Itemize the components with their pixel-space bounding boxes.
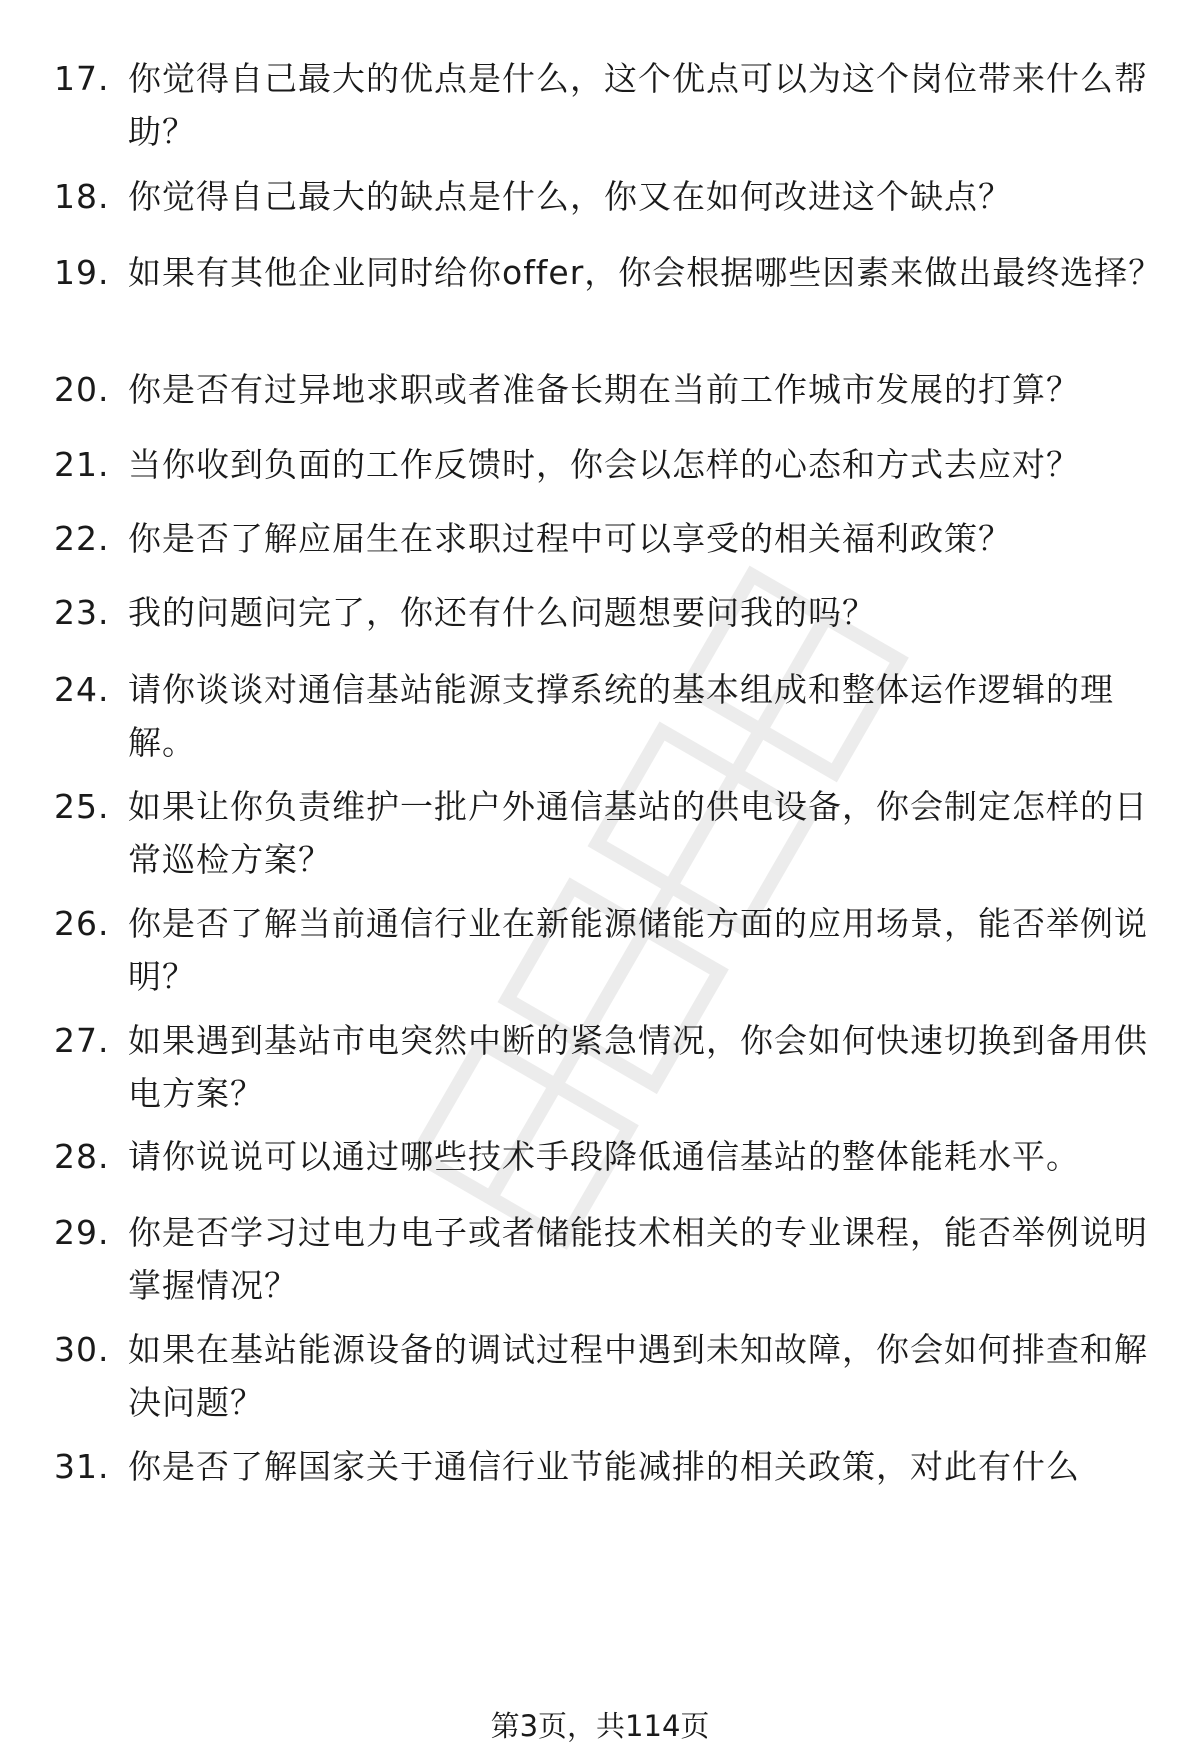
question-text: 你觉得自己最大的缺点是什么，你又在如何改进这个缺点？ (128, 177, 1012, 216)
question-number: 26. (54, 904, 110, 943)
question-text: 你是否了解当前通信行业在新能源储能方面的应用场景，能否举例说明？ (128, 904, 1148, 996)
question-number: 18. (54, 177, 110, 216)
question-text: 请你谈谈对通信基站能源支撑系统的基本组成和整体运作逻辑的理解。 (128, 670, 1114, 762)
question-text: 你是否学习过电力电子或者储能技术相关的专业课程，能否举例说明掌握情况？ (128, 1213, 1148, 1305)
question-number: 30. (54, 1330, 110, 1369)
question-text: 如果在基站能源设备的调试过程中遇到未知故障，你会如何排查和解决问题？ (128, 1330, 1148, 1422)
question-number: 29. (54, 1213, 110, 1252)
question-number: 28. (54, 1137, 110, 1176)
question-text: 你是否有过异地求职或者准备长期在当前工作城市发展的打算？ (128, 370, 1080, 409)
question-text: 你是否了解国家关于通信行业节能减排的相关政策，对此有什么 (128, 1447, 1080, 1486)
question-number: 17. (54, 59, 110, 98)
question-text: 请你说说可以通过哪些技术手段降低通信基站的整体能耗水平。 (128, 1137, 1080, 1176)
question-number: 23. (54, 593, 110, 632)
question-number: 22. (54, 519, 110, 558)
question-text: 如果遇到基站市电突然中断的紧急情况，你会如何快速切换到备用供电方案？ (128, 1021, 1148, 1113)
question-number: 31. (54, 1447, 110, 1486)
question-text: 你觉得自己最大的优点是什么，这个优点可以为这个岗位带来什么帮助？ (128, 59, 1148, 151)
question-text: 如果有其他企业同时给你offer，你会根据哪些因素来做出最终选择？ (128, 253, 1163, 292)
question-number: 24. (54, 670, 110, 709)
question-number: 21. (54, 445, 110, 484)
question-text: 你是否了解应届生在求职过程中可以享受的相关福利政策？ (128, 519, 1012, 558)
question-number: 20. (54, 370, 110, 409)
question-text: 如果让你负责维护一批户外通信基站的供电设备，你会制定怎样的日常巡检方案？ (128, 787, 1148, 879)
page-footer: 第3页，共114页 (490, 1709, 710, 1743)
question-text: 我的问题问完了，你还有什么问题想要问我的吗？ (128, 593, 876, 632)
question-number: 19. (54, 253, 110, 292)
question-number: 27. (54, 1021, 110, 1060)
question-number: 25. (54, 787, 110, 826)
question-text: 当你收到负面的工作反馈时，你会以怎样的心态和方式去应对？ (128, 445, 1080, 484)
